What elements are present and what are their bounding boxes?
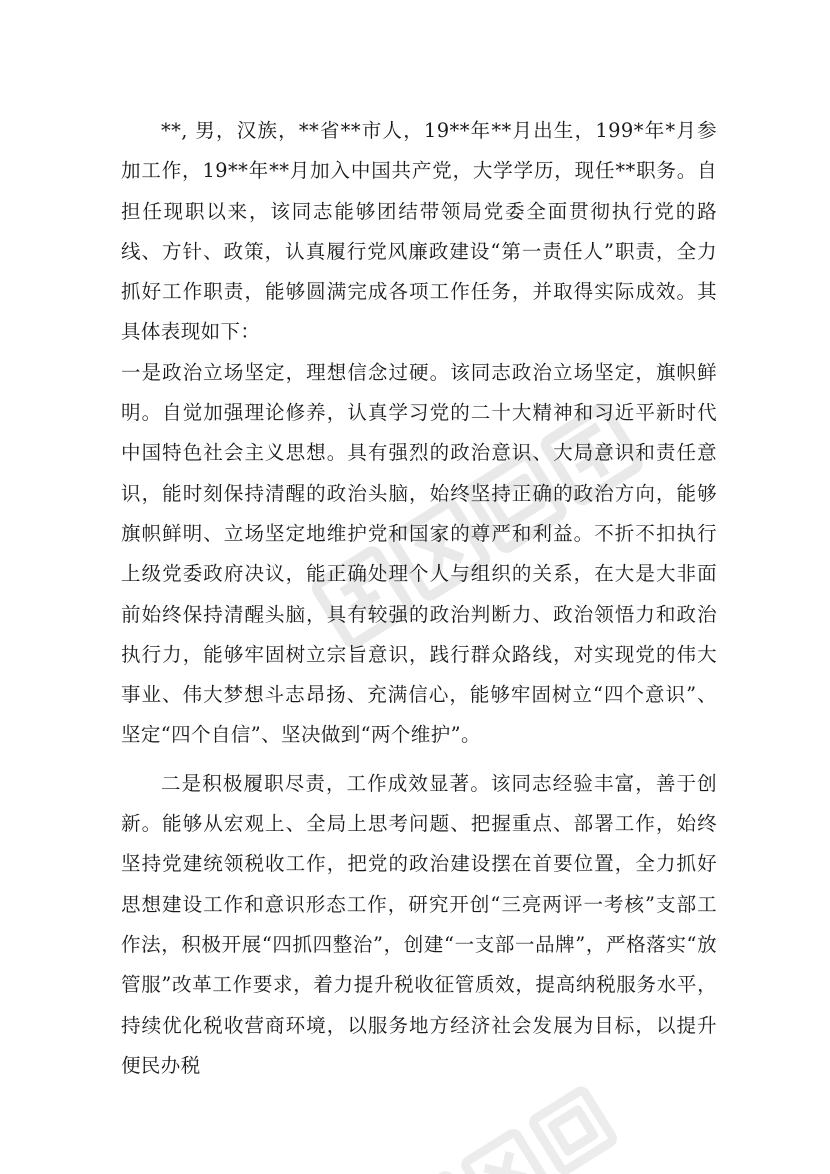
document-body <box>121 111 717 1086</box>
paragraph-political-stance: 一是政治立场坚定，理想信念过硬。该同志政治立场坚定，旗帜鲜明。自觉加强理论修养，认真学习党的二十大精神和习近平新时代中国特色社会主义思想。具有强烈的政治意识、大局意识和责任意识，能时刻保持清醒的政治头脑，始终坚持正确的政治方向，能够旗帜鲜明、立场坚定地维护党和国家的尊严和利益。不折不扣执行上级党委政府决议，能正确处理个人与组织的关系，在大是大非面前始终保持清醒头脑，具有较强的政治判断力、政治领悟力和政治执行力，能够牢固树立宗旨意识，践行群众路线，对实现党的伟大事业、伟大梦想斗志昂扬、充满信心，能够牢固树立“四个意识”、坚定“四个自信”、坚决做到“两个维护”。 <box>121 360 717 747</box>
paragraph-duty-performance: 二是积极履职尽责，工作成效显著。该同志经验丰富，善于创新。能够从宏观上、全局上思考问题、把握重点、部署工作，始终坚持党建统领税收工作，把党的政治建设摆在首要位置，全力抓好思想建设工作和意识形态工作，研究开创“三亮两评一考核”支部工作法，积极开展“四抓四整治”，创建“一支部一品牌”，严格落实“放管服”改革工作要求，着力提升税收征管质效，提高纳税服务水平，持续优化税收营商环境，以服务地方经济社会发展为目标，以提升便民办税 <box>121 771 717 1077</box>
paragraph-intro: **, 男，汉族，**省**市人，19**年**月出生，199*年*月参加工作，19**年**月加入中国共产党，大学学历，现任**职务。自担任现职以来，该同志能够团结带领局党委全面贯彻执行党的路线、方针、政策，认真履行党风廉政建设“第一责任人”职责，全力抓好工作职责，能够圆满完成各项工作任务，并取得实际成效。其具体表现如下： <box>121 119 717 344</box>
